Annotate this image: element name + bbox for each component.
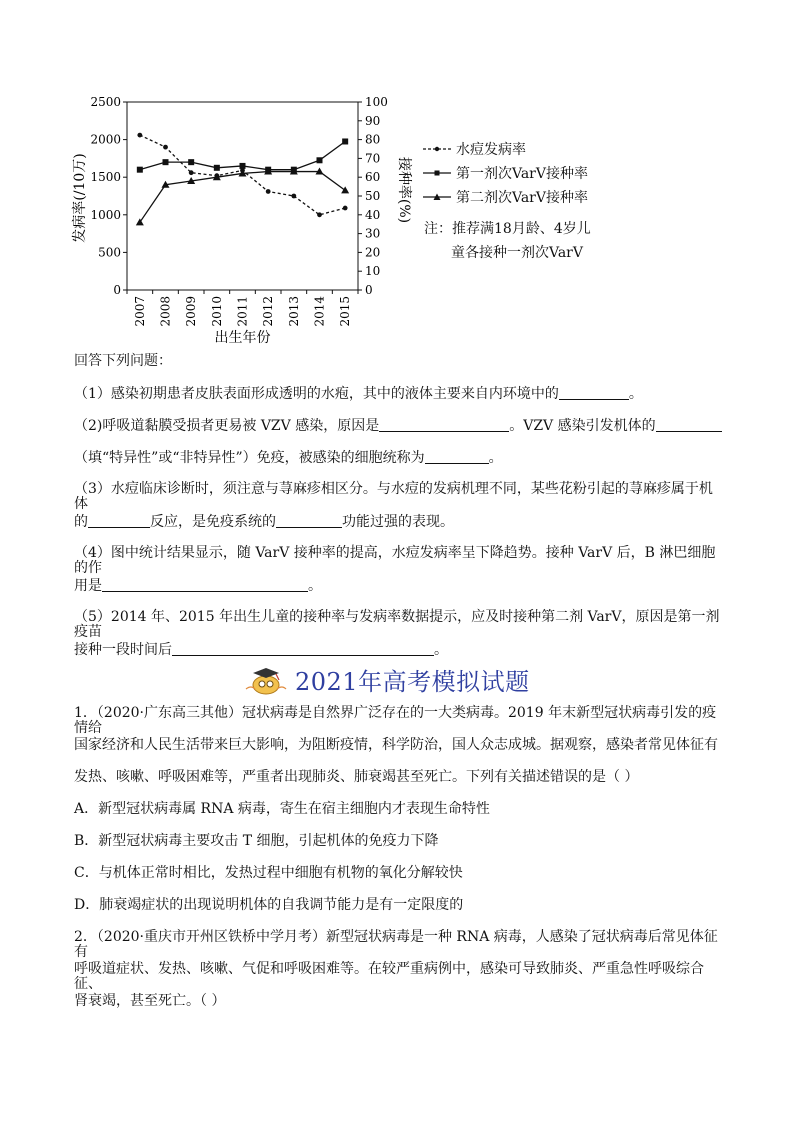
chart-marks (136, 133, 349, 226)
question-text: 。 (308, 578, 322, 594)
data-point (240, 163, 246, 169)
data-point (137, 167, 143, 173)
left-tick-label: 0 (113, 283, 121, 297)
question-text: 功能过强的表现。 (342, 514, 454, 530)
question-2-line1 (74, 418, 724, 434)
left-tick-label: 1000 (90, 207, 121, 222)
dotted-line-dot-icon (422, 144, 452, 154)
x-tick-label: 2014 (312, 296, 327, 327)
right-tick-label: 100 (365, 95, 388, 109)
right-axis-title: 接种率(%) (396, 156, 412, 224)
answer-blank[interactable] (559, 386, 629, 400)
right-tick-label: 20 (365, 245, 381, 260)
right-tick-label: 50 (365, 189, 381, 203)
data-point (214, 165, 220, 171)
legend-item-incidence (422, 137, 588, 161)
right-tick-label: 10 (365, 264, 381, 279)
question-1 (74, 386, 724, 402)
graduate-mascot-icon (243, 665, 289, 695)
data-point (317, 212, 322, 217)
data-point (291, 194, 296, 199)
question-text: （填“特异性”或“非特异性”）免疫，被感染的细胞统称为 (74, 450, 425, 466)
line-triangle-icon (422, 192, 452, 202)
option-a: A．新型冠状病毒属 RNA 病毒，寄生在宿主细胞内才表现生命特性 (74, 801, 490, 817)
exam-q2-line1: 2．（2020·重庆市开州区铁桥中学月考）新型冠状病毒是一种 RNA 病毒，人感染了冠状病毒后常见体征有 (74, 929, 718, 960)
left-tick-label: 1500 (90, 170, 121, 185)
question-3-line1: （3）水痘临床诊断时，须注意与荨麻疹相区分。与水痘的发病机理不同，某些花粉引起的荨麻疹属于机体 (74, 481, 713, 512)
answer-blank[interactable] (172, 642, 434, 656)
x-tick-label: 2008 (158, 296, 173, 327)
x-tick-label: 2013 (286, 296, 301, 327)
question-5-line1: （5）2014 年、2015 年出生儿童的接种率与发病率数据提示，应及时接种第二剂 VarV，原因是第一剂疫苗 (74, 609, 720, 640)
plot-frame (127, 102, 358, 290)
question-3-line2 (74, 514, 724, 530)
x-tick-label: 2010 (209, 296, 224, 327)
question-4-line1: （4）图中统计结果显示，随 VarV 接种率的提高，水痘发病率呈下降趋势。接种 VarV 后，B 淋巴细胞的作 (74, 545, 716, 576)
note-line: 注：推荐满18月龄、4岁儿 (424, 221, 591, 237)
option-d: D．肺衰竭症状的出现说明机体的自我调节能力是有一定限度的 (74, 897, 464, 913)
data-point (317, 157, 323, 163)
question-text: 接种一段时间后 (74, 642, 172, 658)
data-point (163, 145, 168, 150)
question-4-line2 (74, 578, 724, 594)
right-tick-label: 90 (365, 113, 381, 128)
left-tick-label: 2000 (90, 132, 121, 147)
question-2-line2 (74, 450, 724, 466)
x-tick-label: 2011 (235, 296, 250, 327)
data-point (137, 133, 142, 138)
left-tick-label: 500 (98, 245, 121, 260)
chart-axes (72, 95, 413, 346)
data-point (343, 206, 348, 211)
data-point (163, 159, 169, 165)
legend-label: 第二剂次VarV接种率 (456, 190, 588, 206)
right-tick-label: 80 (365, 132, 381, 147)
chart-legend (422, 137, 588, 209)
option-b: B．新型冠状病毒主要攻击 T 细胞，引起机体的免疫力下降 (74, 833, 439, 849)
answer-blank[interactable] (102, 578, 308, 592)
legend-item-first-dose (422, 161, 588, 185)
legend-label: 第一剂次VarV接种率 (456, 166, 588, 182)
note-line: 童各接种一剂次VarV (451, 245, 583, 261)
question-text: 。 (488, 450, 503, 466)
question-text: （1）感染初期患者皮肤表面形成透明的水疱，其中的液体主要来自内环境中的 (74, 386, 559, 402)
legend-item-second-dose (422, 185, 588, 209)
exam-q2-line3: 肾衰竭，甚至死亡。（ ） (74, 993, 226, 1009)
answer-blank[interactable] (656, 418, 722, 432)
data-point (266, 189, 271, 194)
banner-title: 2021年高考模拟试题 (295, 668, 530, 696)
answer-blank[interactable] (276, 514, 342, 528)
left-axis-title: 发病率(/10万) (72, 153, 88, 243)
right-tick-label: 40 (365, 207, 381, 222)
option-c: C．与机体正常时相比，发热过程中细胞有机物的氧化分解较快 (74, 865, 463, 881)
answer-blank[interactable] (425, 450, 489, 464)
question-text: 。VZV 感染引发机体的 (509, 418, 656, 434)
exam-q1-line3: 发热、咳嗽、呼吸困难等，严重者出现肺炎、肺衰竭甚至死亡。下列有关描述错误的是（ ） (74, 769, 639, 785)
question-text: 。 (628, 386, 643, 402)
question-text: 的 (74, 514, 88, 530)
right-tick-label: 30 (365, 226, 381, 241)
x-tick-label: 2007 (132, 296, 147, 327)
question-text: 反应，是免疫系统的 (150, 514, 276, 530)
question-text: （2)呼吸道黏膜受损者更易被 VZV 感染，原因是 (74, 418, 380, 434)
x-tick-label: 2012 (261, 296, 276, 327)
data-point (189, 170, 194, 175)
question-text: 用是 (74, 578, 102, 594)
section-banner (243, 662, 530, 697)
data-point (342, 138, 348, 144)
data-point (341, 186, 349, 193)
series-line-2 (140, 172, 345, 223)
chart-note (424, 217, 591, 265)
exam-q2-line2: 呼吸道症状、发热、咳嗽、气促和呼吸困难等。在较严重病例中，感染可导致肺炎、严重急性呼吸综合征、 (74, 961, 704, 992)
right-tick-label: 70 (365, 151, 381, 166)
answer-blank[interactable] (88, 514, 150, 528)
question-5-line2 (74, 642, 724, 658)
exam-q1-line1: 1．（2020·广东高三其他）冠状病毒是自然界广泛存在的一大类病毒。2019 年末新型冠状病毒引发的疫情给 (74, 705, 717, 736)
vaccination-chart (70, 92, 410, 347)
question-text: 。 (434, 642, 448, 658)
x-tick-label: 2015 (338, 296, 353, 327)
data-point (188, 159, 194, 165)
right-tick-label: 0 (365, 283, 373, 297)
exam-q1-line2: 国家经济和人民生活带来巨大影响，为阻断疫情，科学防治，国人众志成城。据观察，感染者常见体征有 (74, 737, 718, 753)
line-square-icon (422, 168, 452, 178)
x-axis-title: 出生年份 (214, 330, 271, 346)
right-tick-label: 60 (365, 170, 381, 185)
legend-label: 水痘发病率 (456, 142, 526, 158)
x-tick-label: 2009 (184, 296, 199, 327)
questions-intro: 回答下列问题： (74, 353, 172, 369)
answer-blank[interactable] (379, 418, 509, 432)
left-tick-label: 2500 (90, 95, 121, 109)
